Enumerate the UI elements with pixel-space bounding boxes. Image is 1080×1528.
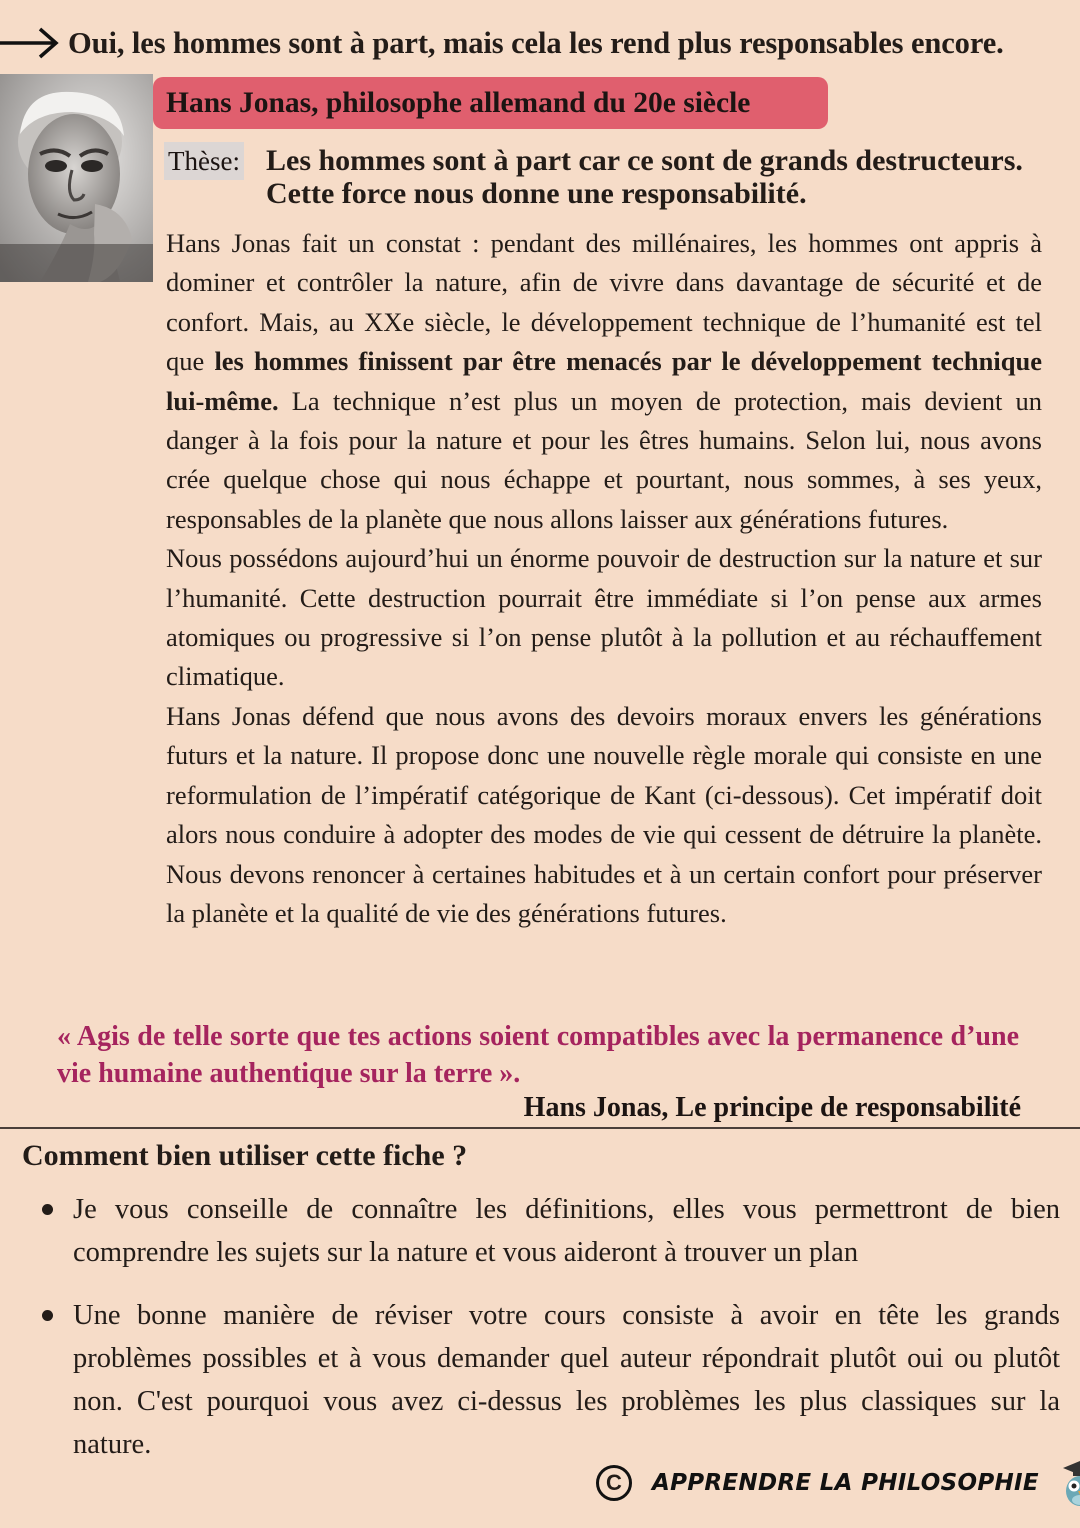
divider [0, 1127, 1080, 1129]
portrait-photo [0, 74, 153, 282]
these-text: Les hommes sont à part car ce sont de grands destructeurs. Cette force nous donne une responsabilité. [266, 144, 1023, 210]
header-line [0, 18, 1080, 68]
tips-title: Comment bien utiliser cette fiche ? [22, 1139, 468, 1172]
paragraph-1: Hans Jonas fait un constat : pendant des millénaires, les hommes ont appris à dominer et contrôler la nature, afin de vivre dans davantage de sécurité et de confort. Mais, au XXe siècle, le développement technique de l’humanité est tel que les hommes finissent par être menacés par le développement technique lui-même. La technique n’est plus un moyen de protection, mais devient un danger à la fois pour la nature et pour les êtres humains. Selon lui, nous avons crée quelque chose qui nous échappe et pourtant, nous sommes, à ses yeux, responsables de la planète que nous allons laisser aux générations futures. [166, 228, 1042, 534]
body-text [166, 224, 1042, 933]
paragraph-2: Nous possédons aujourd’hui un énorme pouvoir de destruction sur la nature et sur l’humanité. Cette destruction pourrait être immédiate si l’on pense aux armes atomiques ou progressive si l’on pense plutôt à la pollution et au réchauffement climatique. [166, 543, 1042, 692]
quote-source: Hans Jonas, Le principe de responsabilité [523, 1092, 1021, 1123]
brand-name: APPRENDRE LA PHILOSOPHIE [652, 1470, 1039, 1496]
list-item: Une bonne manière de réviser votre cours consiste à avoir en tête les grands problèmes possibles et à vous demander quel auteur répondrait plutôt oui ou plutôt non. C'est pourquoi vous avez ci-dessus les problèmes les plus classiques sur la nature. [40, 1294, 1060, 1466]
list-item: Je vous conseille de connaître les définitions, elles vous permettront de bien comprendre les sujets sur la nature et vous aideront à trouver un plan [40, 1188, 1060, 1274]
quote-text: « Agis de telle sorte que tes actions soient compatibles avec la permanence d’une vie humaine authentique sur la terre ». [57, 1021, 1019, 1089]
author-banner: Hans Jonas, philosophe allemand du 20e siècle [153, 77, 828, 129]
tips-list [40, 1188, 1060, 1466]
author-portrait [0, 74, 153, 282]
bullet-icon [42, 1310, 53, 1321]
footer [596, 1458, 1080, 1508]
owl-graduate-icon [1061, 1459, 1080, 1507]
paragraph-3: Hans Jonas défend que nous avons des devoirs moraux envers les générations futurs et la nature. Il propose donc une nouvelle règle morale qui consiste en une reformulation de l’impératif catégorique de Kant (ci-dessous). Cet impératif doit alors nous conduire à adopter des modes de vie qui cessent de détruire la planète. Nous devons renoncer à certaines habitudes et à un certain confort pour préserver la planète et la qualité de vie des générations futures. [166, 700, 1042, 928]
copyright-icon: C [596, 1465, 632, 1501]
bullet-icon [42, 1204, 53, 1215]
these-label: Thèse: [164, 142, 244, 180]
header-text: Oui, les hommes sont à part, mais cela les rend plus responsables encore. [68, 25, 1004, 60]
emphasis-text: les hommes finissent par être menacés par le développement technique lui-même. [166, 346, 1042, 416]
arrow-right-icon [0, 23, 62, 63]
